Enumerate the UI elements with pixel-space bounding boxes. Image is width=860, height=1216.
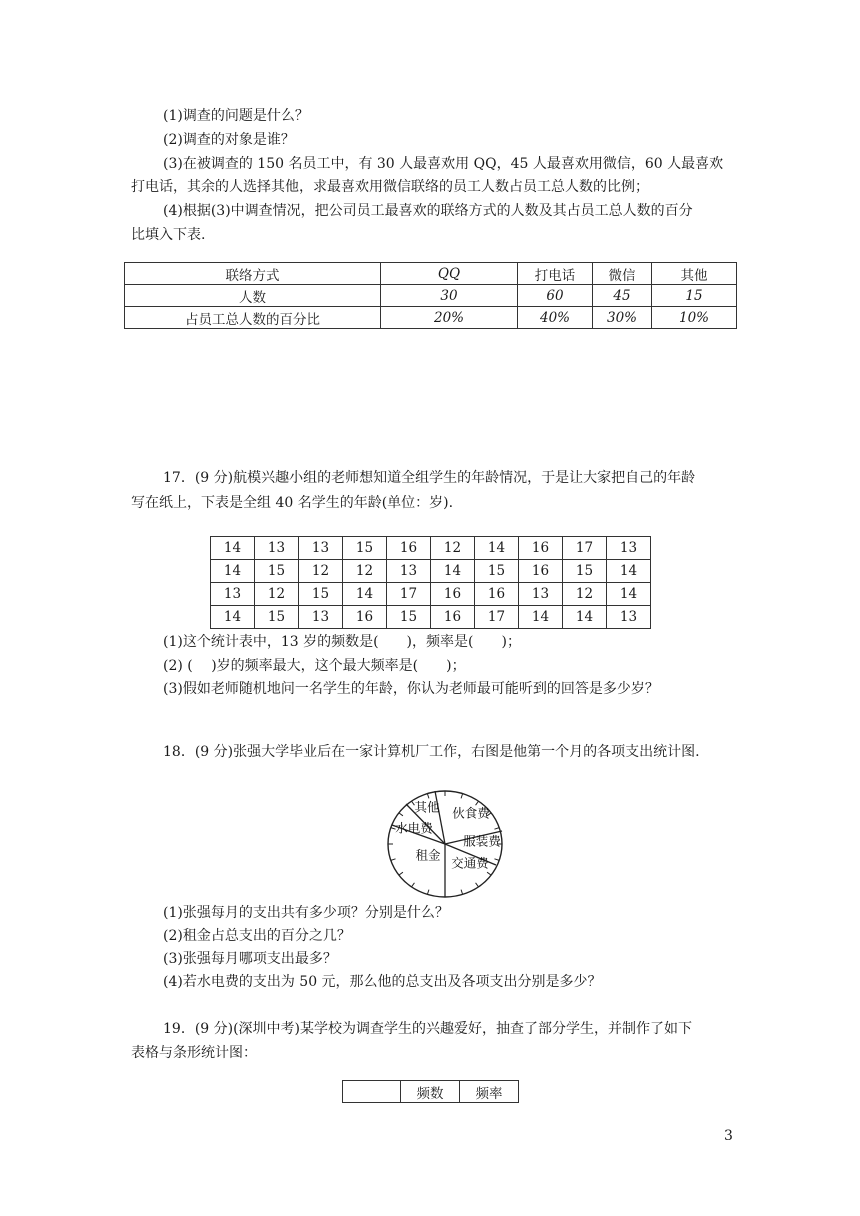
q16-line-4: 打电话，其余的人选择其他，求最喜欢用微信联络的员工人数占员工总人数的比例；	[131, 179, 649, 195]
age-cell: 12	[299, 560, 343, 583]
header-cell: 联络方式	[125, 263, 381, 285]
age-cell: 17	[475, 606, 519, 629]
table-cell: 30	[381, 285, 518, 307]
q17-line-2: 写在纸上，下表是全组 40 名学生的年龄(单位：岁).	[131, 495, 454, 511]
header-cell: 频率	[460, 1081, 519, 1103]
age-cell: 15	[255, 606, 299, 629]
contact-method-table	[124, 262, 737, 329]
table-row	[125, 285, 737, 307]
age-cell: 13	[607, 606, 651, 629]
age-cell: 12	[431, 537, 475, 560]
pie-label: 水电费	[395, 820, 433, 836]
age-cell: 17	[387, 583, 431, 606]
age-cell: 17	[563, 537, 607, 560]
table-row	[211, 537, 651, 560]
q16-line-6: 比填入下表.	[131, 227, 206, 243]
age-cell: 16	[519, 537, 563, 560]
q16-line-1: (1)调查的问题是什么？	[163, 108, 309, 124]
q19-line-2: 表格与条形统计图：	[131, 1045, 257, 1061]
age-cell: 13	[299, 537, 343, 560]
age-cell: 13	[387, 560, 431, 583]
age-table	[210, 536, 651, 629]
age-cell: 14	[211, 560, 255, 583]
header-cell: 其他	[652, 263, 737, 285]
header-cell: QQ	[381, 263, 518, 285]
q19-line-1: 19．(9 分)(深圳中考)某学校为调查学生的兴趣爱好，抽查了部分学生，并制作了如下	[163, 1021, 693, 1037]
table-row	[211, 606, 651, 629]
age-cell: 12	[255, 583, 299, 606]
age-cell: 13	[299, 606, 343, 629]
age-cell: 16	[387, 537, 431, 560]
header-cell	[343, 1081, 401, 1103]
pie-label: 服装费	[463, 833, 501, 849]
q18-question-3: (3)张强每月哪项支出最多？	[163, 951, 337, 967]
age-cell: 14	[211, 606, 255, 629]
age-cell: 16	[475, 583, 519, 606]
table-row	[211, 583, 651, 606]
age-cell: 15	[255, 560, 299, 583]
header-cell: 打电话	[518, 263, 593, 285]
age-cell: 13	[211, 583, 255, 606]
q17-question-2: (2) ( )岁的频率最大，这个最大频率是( )；	[163, 658, 466, 674]
table-row	[343, 1081, 519, 1103]
age-cell: 13	[607, 537, 651, 560]
page-number: 3	[724, 1128, 733, 1144]
pie-label: 其他	[414, 799, 440, 815]
pie-label: 交通费	[451, 855, 489, 871]
age-cell: 16	[343, 606, 387, 629]
table-row	[211, 560, 651, 583]
pie-label: 伙食费	[452, 805, 490, 821]
q17-question-1: (1)这个统计表中，13 岁的频数是( )，频率是( )；	[163, 634, 521, 650]
table-cell: 10%	[652, 307, 737, 329]
table-cell: 人数	[125, 285, 381, 307]
q16-line-3: (3)在被调查的 150 名员工中，有 30 人最喜欢用 QQ，45 人最喜欢用微信，60 人最喜欢	[163, 156, 724, 172]
age-cell: 15	[563, 560, 607, 583]
age-cell: 12	[343, 560, 387, 583]
expense-pie-chart	[384, 787, 506, 901]
age-cell: 14	[431, 560, 475, 583]
q17-question-3: (3)假如老师随机地问一名学生的年龄，你认为老师最可能听到的回答是多少岁？	[163, 681, 659, 697]
q18-question-4: (4)若水电费的支出为 50 元，那么他的总支出及各项支出分别是多少？	[163, 974, 602, 990]
age-cell: 14	[211, 537, 255, 560]
q18-intro: 18．(9 分)张强大学毕业后在一家计算机厂工作，右图是他第一个月的各项支出统计图.	[163, 744, 700, 760]
age-cell: 15	[299, 583, 343, 606]
table-cell: 40%	[518, 307, 593, 329]
q16-line-2: (2)调查的对象是谁？	[163, 132, 295, 148]
pie-label: 租金	[415, 847, 441, 863]
age-cell: 16	[431, 606, 475, 629]
age-cell: 16	[519, 560, 563, 583]
age-cell: 13	[519, 583, 563, 606]
q18-question-2: (2)租金占总支出的百分之几？	[163, 928, 351, 944]
age-cell: 15	[387, 606, 431, 629]
q18-question-1: (1)张强每月的支出共有多少项？分别是什么？	[163, 905, 449, 921]
age-cell: 16	[431, 583, 475, 606]
table-row	[125, 263, 737, 285]
age-cell: 15	[343, 537, 387, 560]
table-row	[125, 307, 737, 329]
age-cell: 14	[343, 583, 387, 606]
table-cell: 45	[593, 285, 652, 307]
age-cell: 14	[563, 606, 607, 629]
age-cell: 14	[519, 606, 563, 629]
age-cell: 14	[607, 560, 651, 583]
table-cell: 30%	[593, 307, 652, 329]
header-cell: 频数	[401, 1081, 460, 1103]
table-cell: 15	[652, 285, 737, 307]
table-cell: 占员工总人数的百分比	[125, 307, 381, 329]
age-cell: 15	[475, 560, 519, 583]
q17-line-1: 17．(9 分)航模兴趣小组的老师想知道全组学生的年龄情况，于是让大家把自己的年龄	[163, 470, 696, 486]
header-cell: 微信	[593, 263, 652, 285]
age-cell: 13	[255, 537, 299, 560]
table-cell: 60	[518, 285, 593, 307]
table-cell: 20%	[381, 307, 518, 329]
frequency-table	[342, 1080, 519, 1103]
age-cell: 12	[563, 583, 607, 606]
age-cell: 14	[475, 537, 519, 560]
q16-line-5: (4)根据(3)中调查情况，把公司员工最喜欢的联络方式的人数及其占员工总人数的百分	[163, 203, 693, 219]
age-cell: 14	[607, 583, 651, 606]
